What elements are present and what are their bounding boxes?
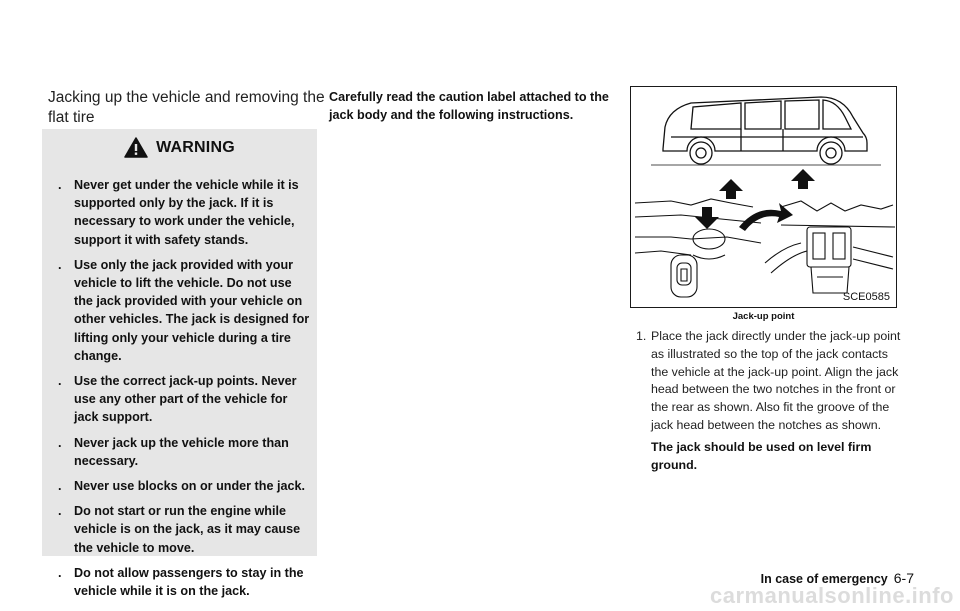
bullet: . — [58, 435, 62, 450]
jack-up-point-figure — [630, 86, 897, 308]
warning-item: . Use only the jack provided with your vehicle to lift the vehicle. Do not use the jack provided with your vehicle on other vehicles. The jack is designed for lifting only your vehicle during a tire change. — [58, 257, 310, 363]
step-1 — [636, 328, 901, 474]
curved-arrow-icon — [739, 203, 793, 231]
watermark: carmanualsonline.info — [710, 583, 954, 608]
warning-item: . Never jack up the vehicle more than necessary. — [58, 435, 289, 468]
step-number: 1. — [636, 329, 647, 343]
arrow-up-icon — [791, 169, 815, 189]
warning-box — [42, 129, 317, 599]
bullet: . — [58, 257, 62, 272]
warning-item: . Never use blocks on or under the jack. — [56, 477, 312, 495]
bullet: . — [58, 565, 62, 580]
figure-code: SCE0585 — [842, 291, 890, 303]
warning-item: . Use the correct jack-up points. Never use any other part of the vehicle for jack support. — [58, 374, 297, 425]
warning-header — [42, 137, 317, 158]
step-note: The jack should be used on level firm ground. — [651, 439, 872, 472]
step-text: Place the jack directly under the jack-up point as illustrated so the top of the jack contacts the vehicle at the jack-up point. Align the jack head between the two notches in the front or the rear as shown. Also fit the groove of the jack head between the notches as shown. — [651, 329, 901, 432]
bullet: . — [58, 479, 62, 494]
jack-up-illustration — [631, 87, 896, 307]
arrow-down-icon — [695, 207, 719, 229]
intro-text: Carefully read the caution label attached to the jack body and the following instructions. — [329, 90, 609, 122]
warning-list — [56, 176, 312, 607]
figure-caption: Jack-up point — [732, 311, 795, 322]
page-number: 6-7 — [893, 570, 914, 586]
warning-label: WARNING — [156, 138, 235, 156]
warning-triangle-icon — [124, 137, 148, 158]
bullet: . — [58, 504, 62, 519]
sill-detail-left — [635, 199, 761, 297]
bullet: . — [58, 374, 62, 389]
arrow-up-icon — [719, 179, 743, 199]
footer-section-title: In case of emergency — [760, 572, 888, 586]
minivan-icon — [651, 97, 881, 165]
warning-item: . Do not allow passengers to stay in the vehicle while it is on the jack. — [58, 565, 304, 599]
section-title: Jacking up the vehicle and removing the flat tire — [48, 89, 325, 126]
warning-item: . Do not start or run the engine while vehicle is on the jack, as it may cause the vehicle to move. — [58, 504, 301, 555]
bullet: . — [58, 178, 62, 192]
warning-item: . Never get under the vehicle while it is supported only by the jack. If it is necessary to work under the vehicle, support it with safety stands. — [58, 178, 299, 247]
